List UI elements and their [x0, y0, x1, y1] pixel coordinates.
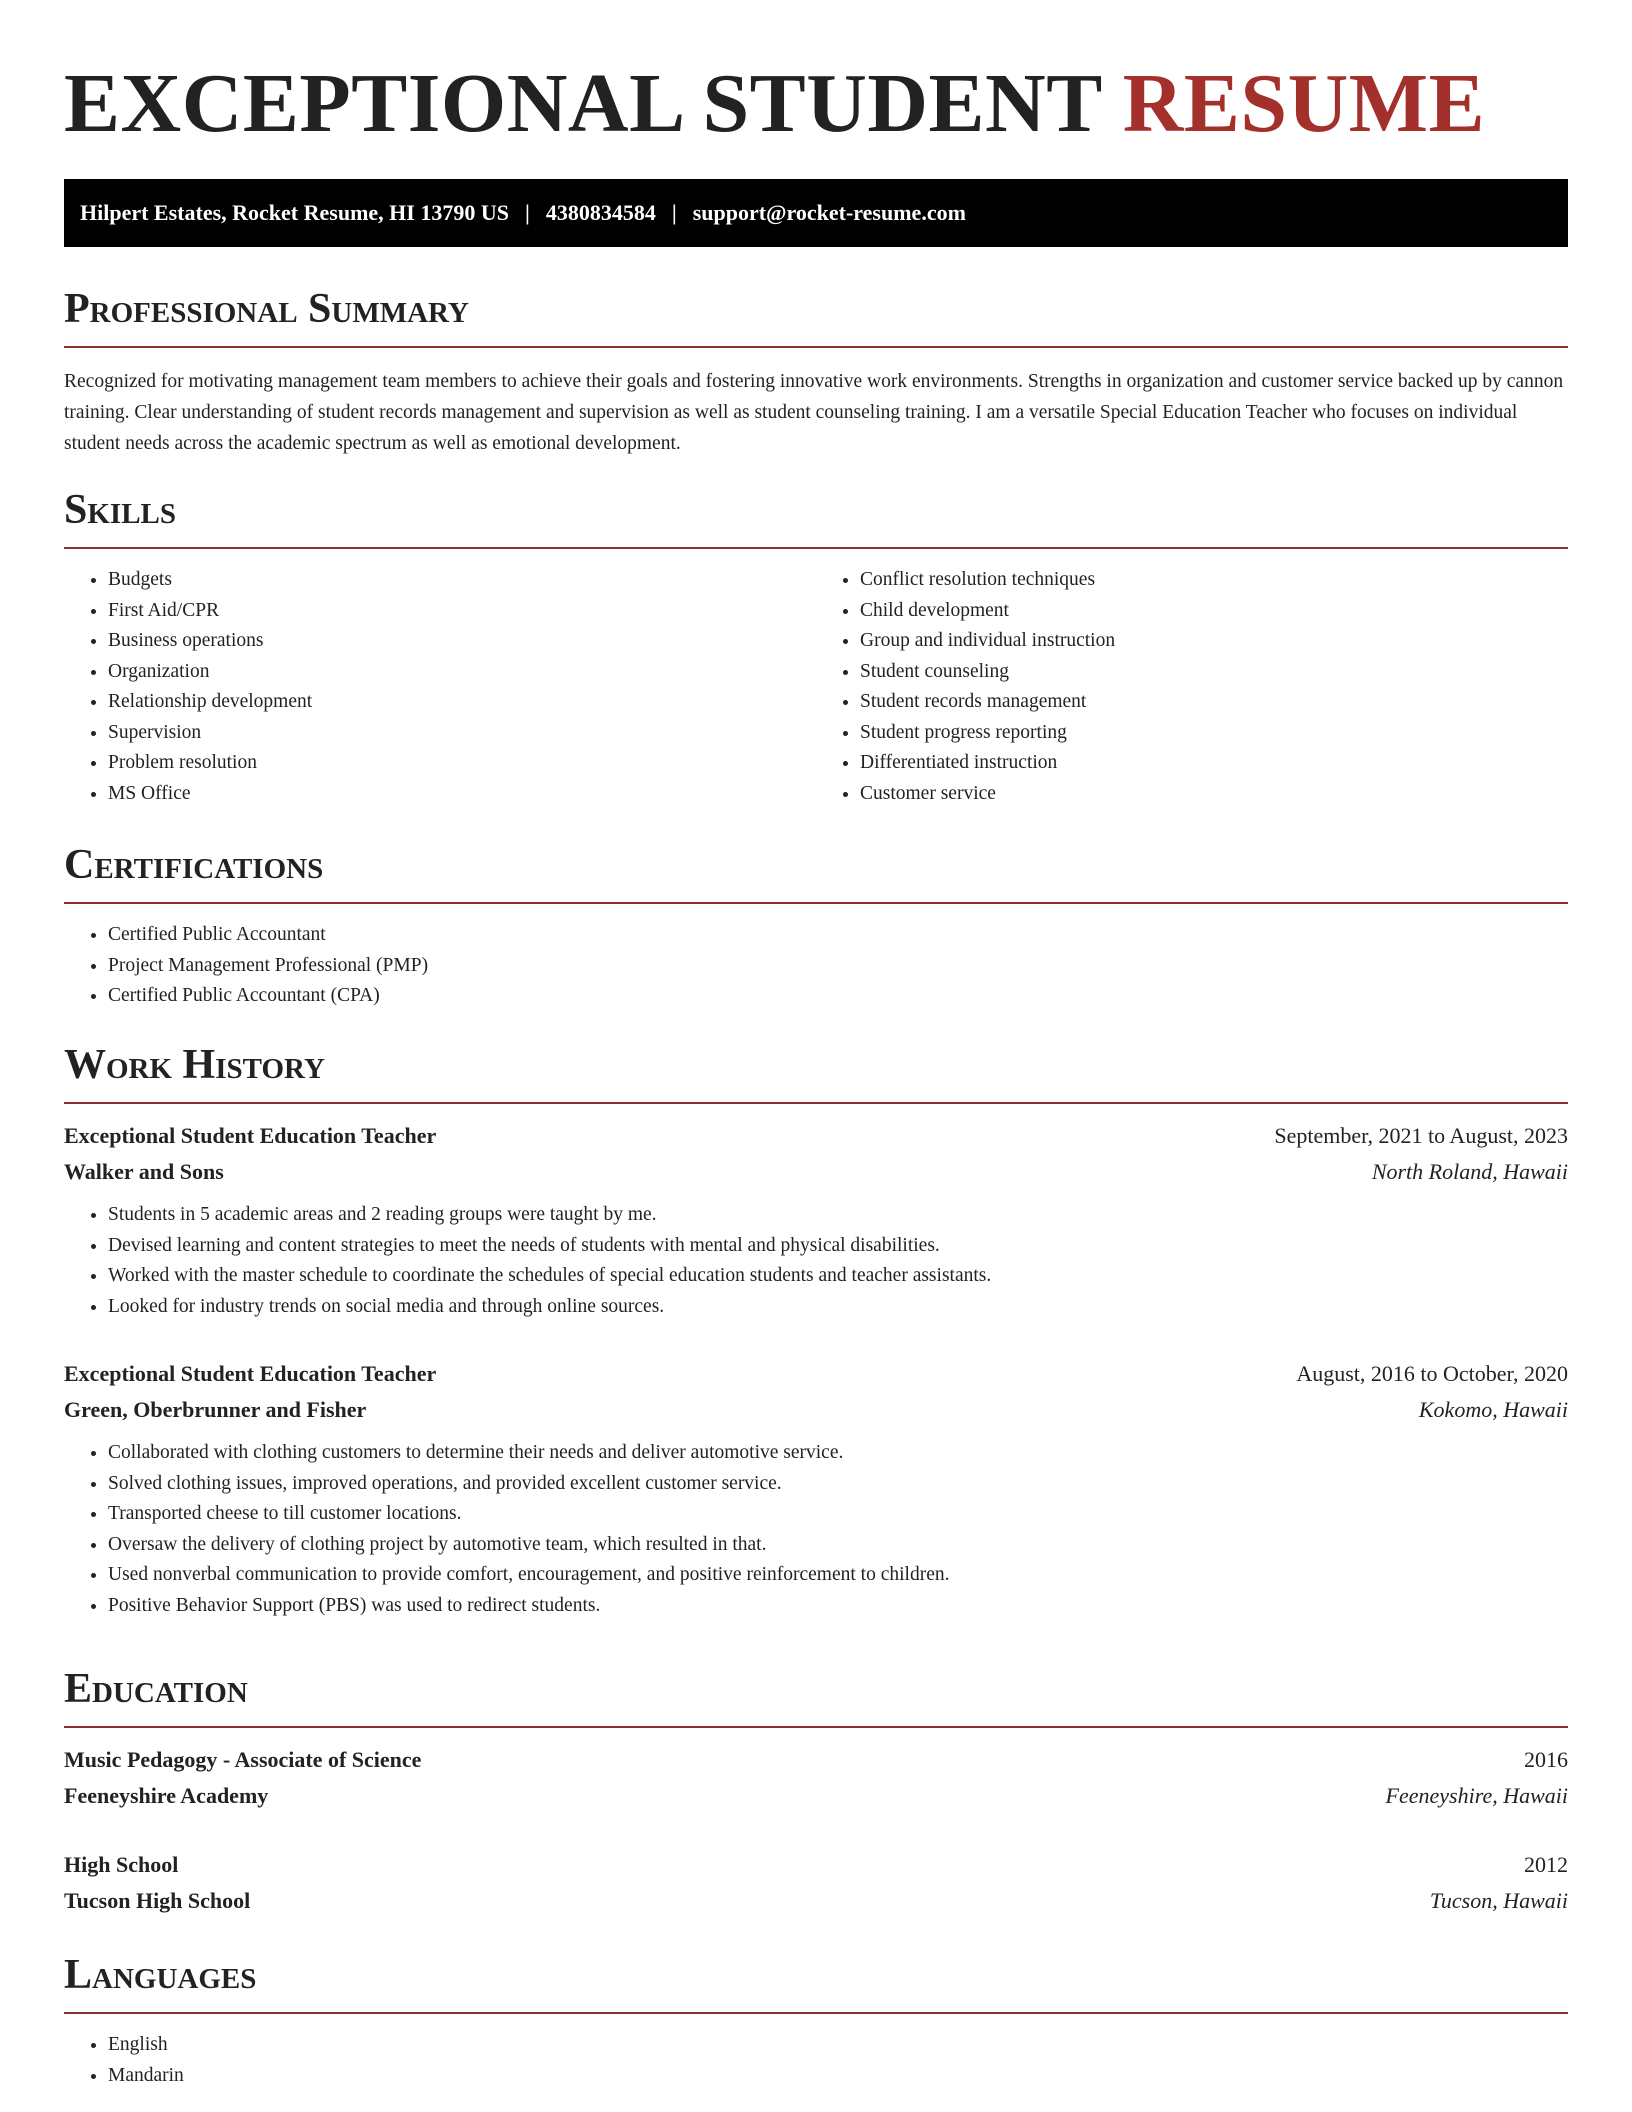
- certification-item: • Certified Public Accountant: [108, 920, 1568, 951]
- contact-email[interactable]: support@rocket-resume.com: [692, 200, 966, 225]
- skill-item: • Student records management: [860, 687, 1568, 718]
- job-bullet: • Looked for industry trends on social media and through online sources.: [108, 1292, 1568, 1323]
- job-bullet: • Positive Behavior Support (PBS) was used to redirect students.: [108, 1591, 1568, 1622]
- skills-list-right: [816, 565, 1568, 809]
- skill-item: • Child development: [860, 596, 1568, 627]
- education-year: 2016: [1524, 1747, 1568, 1772]
- skill-item: • Student progress reporting: [860, 718, 1568, 749]
- section-title-languages: Languages: [64, 1952, 257, 1998]
- education-degree: Music Pedagogy - Associate of Science: [64, 1747, 422, 1772]
- education-entry: [64, 1847, 1568, 1919]
- skill-item: • Supervision: [108, 718, 816, 749]
- job-bullet: • Devised learning and content strategies to meet the needs of students with mental and physical disabilities.: [108, 1231, 1568, 1262]
- education-entry: [64, 1742, 1568, 1814]
- languages-list: [64, 2030, 1568, 2091]
- skill-item: • Differentiated instruction: [860, 748, 1568, 779]
- job-bullets: [64, 1438, 1568, 1621]
- languages-section: [64, 1950, 1568, 2091]
- education-degree-row: [64, 1742, 1568, 1778]
- contact-separator: |: [524, 200, 530, 225]
- job-location: Kokomo, Hawaii: [1418, 1397, 1568, 1422]
- education-school-row: [64, 1883, 1568, 1919]
- job-bullet: • Oversaw the delivery of clothing project by automotive team, which resulted in that.: [108, 1530, 1568, 1561]
- skill-item: • Relationship development: [108, 687, 816, 718]
- section-title-education: Education: [64, 1666, 248, 1712]
- language-item: • Mandarin: [108, 2061, 1568, 2092]
- job-company: Walker and Sons: [64, 1159, 224, 1184]
- skill-item: • MS Office: [108, 779, 816, 810]
- skill-item: • Conflict resolution techniques: [860, 565, 1568, 596]
- job-bullet: • Used nonverbal communication to provide comfort, encouragement, and positive reinforcement to children.: [108, 1560, 1568, 1591]
- section-divider: [64, 902, 1568, 904]
- certification-item: • Project Management Professional (PMP): [108, 951, 1568, 982]
- skills-column-right: [816, 565, 1568, 809]
- name-part1: EXCEPTIONAL STUDENT: [64, 57, 1102, 150]
- section-title-certifications: Certifications: [64, 842, 324, 888]
- skill-item: • Business operations: [108, 626, 816, 657]
- skill-item: • Budgets: [108, 565, 816, 596]
- skill-item: • Student counseling: [860, 657, 1568, 688]
- section-divider: [64, 346, 1568, 348]
- section-title-summary: Professional Summary: [64, 286, 469, 332]
- job-entry: [64, 1356, 1568, 1621]
- work-history-section: [64, 1040, 1568, 1621]
- job-entry: [64, 1118, 1568, 1322]
- education-school: Feeneyshire Academy: [64, 1783, 269, 1808]
- job-company-row: [64, 1154, 1568, 1190]
- section-divider: [64, 1726, 1568, 1728]
- education-degree-row: [64, 1847, 1568, 1883]
- section-title-work-history: Work History: [64, 1042, 325, 1088]
- education-location: Tucson, Hawaii: [1429, 1888, 1568, 1913]
- job-title: Exceptional Student Education Teacher: [64, 1361, 437, 1386]
- job-bullet: • Transported cheese to till customer locations.: [108, 1499, 1568, 1530]
- resume-name-heading: [64, 0, 1568, 152]
- skills-columns: [64, 565, 1568, 809]
- language-item: • English: [108, 2030, 1568, 2061]
- section-divider: [64, 2012, 1568, 2014]
- education-school: Tucson High School: [64, 1888, 251, 1913]
- skill-item: • Customer service: [860, 779, 1568, 810]
- certifications-section: [64, 840, 1568, 1012]
- section-divider: [64, 1102, 1568, 1104]
- job-title: Exceptional Student Education Teacher: [64, 1123, 437, 1148]
- skill-item: • First Aid/CPR: [108, 596, 816, 627]
- certifications-list: [64, 920, 1568, 1012]
- skill-item: • Problem resolution: [108, 748, 816, 779]
- skills-section: [64, 485, 1568, 809]
- job-company: Green, Oberbrunner and Fisher: [64, 1397, 367, 1422]
- contact-address: Hilpert Estates, Rocket Resume, HI 13790 US: [80, 200, 509, 225]
- job-header-row: [64, 1118, 1568, 1154]
- job-bullet: • Students in 5 academic areas and 2 reading groups were taught by me.: [108, 1200, 1568, 1231]
- education-degree: High School: [64, 1852, 179, 1877]
- job-dates: August, 2016 to October, 2020: [1296, 1361, 1568, 1386]
- job-bullet: • Worked with the master schedule to coordinate the schedules of special education students and teacher assistants.: [108, 1261, 1568, 1292]
- skill-item: • Group and individual instruction: [860, 626, 1568, 657]
- job-bullets: [64, 1200, 1568, 1322]
- job-dates: September, 2021 to August, 2023: [1274, 1123, 1568, 1148]
- education-location: Feeneyshire, Hawaii: [1385, 1783, 1568, 1808]
- summary-section: [64, 284, 1568, 459]
- skills-list-left: [64, 565, 816, 809]
- section-title-skills: Skills: [64, 487, 177, 533]
- certification-item: • Certified Public Accountant (CPA): [108, 981, 1568, 1012]
- summary-text: Recognized for motivating management team members to achieve their goals and fostering innovative work environments. Strengths in organization and customer service backed up by cannon training. Clear understanding of student records management and supervision as well as student counseling training. I am a versatile Special Education Teacher who focuses on individual student needs across the academic spectrum as well as emotional development.: [64, 371, 1564, 454]
- education-section: [64, 1664, 1568, 1919]
- section-divider: [64, 547, 1568, 549]
- education-school-row: [64, 1778, 1568, 1814]
- job-location: North Roland, Hawaii: [1371, 1159, 1568, 1184]
- job-header-row: [64, 1356, 1568, 1392]
- job-company-row: [64, 1392, 1568, 1428]
- contact-phone[interactable]: 4380834584: [545, 200, 656, 225]
- contact-bar: [64, 179, 1568, 247]
- skill-item: • Organization: [108, 657, 816, 688]
- name-part2: RESUME: [1122, 57, 1486, 150]
- contact-separator: |: [671, 200, 677, 225]
- job-bullet: • Solved clothing issues, improved operations, and provided excellent customer service.: [108, 1469, 1568, 1500]
- education-year: 2012: [1524, 1852, 1568, 1877]
- skills-column-left: [64, 565, 816, 809]
- job-bullet: • Collaborated with clothing customers to determine their needs and deliver automotive service.: [108, 1438, 1568, 1469]
